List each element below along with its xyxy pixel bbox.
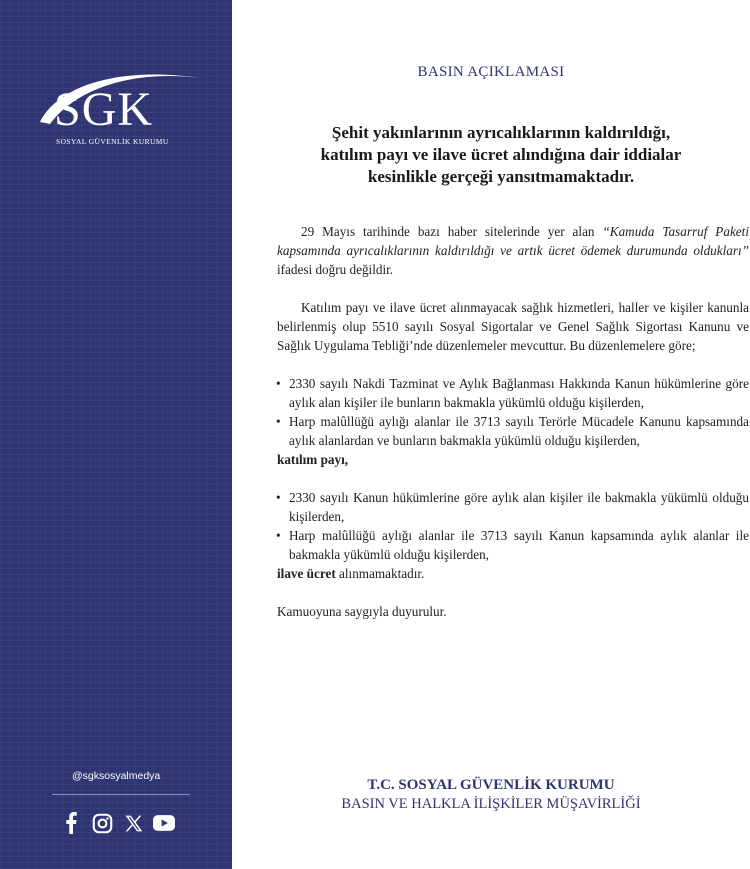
list-item: • Harp malûllüğü aylığı alanlar ile 3713 sayılı Kanun kapsamında aylık alanlar ile bakmakla yükümlü olduğu kişilerden, xyxy=(277,526,749,564)
signature-line-1: T.C. SOSYAL GÜVENLİK KURUMU xyxy=(367,777,615,793)
document-heading: BASIN AÇIKLAMASI xyxy=(417,64,565,80)
divider xyxy=(52,794,190,795)
paragraph-1-end: ifadesi doğru değildir. xyxy=(277,262,394,277)
instagram-icon[interactable] xyxy=(91,812,113,834)
paragraph-2: Katılım payı ve ilave ücret alınmayacak sağlık hizmetleri, haller ve kişiler kanunla belirlenmiş olup 5510 sayılı Sosyal Sigortalar ve Genel Sağlık Sigortası Kanunu ve Sağlık Uygulama Tebliği’nde düzenlemeler mevcuttur. Bu düzenlemelere göre; xyxy=(277,300,749,353)
document-body xyxy=(277,222,749,621)
title-line-2: katılım payı ve ilave ücret alındığına dair iddialar xyxy=(320,145,682,164)
sidebar xyxy=(0,0,232,869)
facebook-icon[interactable] xyxy=(60,812,82,834)
social-handle[interactable]: @sgksosyalmedya xyxy=(72,770,161,782)
list-item: • 2330 sayılı Kanun hükümlerine göre aylık alan kişiler ile bakmakla yükümlü olduğu kişilerden, xyxy=(277,488,749,526)
paragraph-1-start: 29 Mayıs tarihinde bazı haber sitelerinde yer alan xyxy=(301,224,603,239)
title-line-1: Şehit yakınlarının ayrıcalıklarının kaldırıldığı, xyxy=(331,123,671,142)
logo-subtitle: SOSYAL GÜVENLİK KURUMU xyxy=(56,137,169,146)
paragraph-1 xyxy=(277,222,749,279)
list-1 xyxy=(277,374,749,450)
list-2-tail xyxy=(277,564,749,583)
list-2-tail-rest: alınmamaktadır. xyxy=(335,566,425,581)
logo-text: SGK xyxy=(54,83,154,136)
document-title xyxy=(262,122,740,188)
signature-line-2: BASIN VE HALKLA İLİŞKİLER MÜŞAVİRLİĞİ xyxy=(341,796,641,812)
list-2-tail-bold: ilave ücret xyxy=(277,566,336,581)
title-line-3: kesinlikle gerçeği yansıtmamaktadır. xyxy=(367,167,635,186)
social-icons xyxy=(60,812,175,834)
list-item: • Harp malûllüğü aylığı alanlar ile 3713 sayılı Terörle Mücadele Kanunu kapsamında aylık alanlardan ve bunların bakmakla yükümlü olduğu kişilerden, xyxy=(277,412,749,450)
press-release xyxy=(232,0,750,869)
list-item: • 2330 sayılı Nakdi Tazminat ve Aylık Bağlanması Hakkında Kanun hükümlerine göre aylık alan kişiler ile bunların bakmakla yükümlü olduğu kişilerden, xyxy=(277,374,749,412)
x-icon[interactable] xyxy=(122,812,144,834)
list-2 xyxy=(277,488,749,564)
paragraph-1-quote: “Kamuda Tasarruf Paketi kapsamında ayrıcalıklarının kaldırıldığı ve artık ücret ödemek durumunda oldukları” xyxy=(277,224,749,258)
youtube-icon[interactable] xyxy=(153,812,175,834)
closing-line: Kamuoyuna saygıyla duyurulur. xyxy=(277,604,447,619)
list-1-tail: katılım payı, xyxy=(277,452,349,467)
